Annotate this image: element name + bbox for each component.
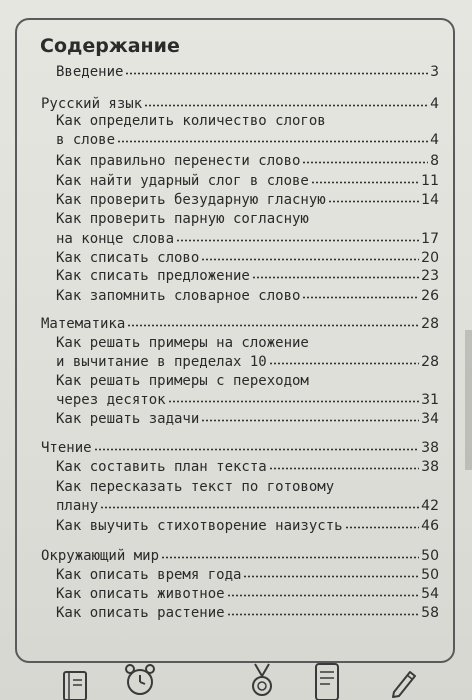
- toc-page-number: 38: [421, 459, 439, 475]
- dot-leader: [176, 239, 419, 242]
- toc-entry-title: Как запомнить словарное слово: [56, 288, 301, 304]
- toc-entry-title[interactable]: Как решать примеры на сложение: [56, 335, 309, 351]
- toc-entry[interactable]: [0, 518, 472, 534]
- toc-page-number: 50: [421, 567, 439, 583]
- dot-leader: [125, 72, 428, 75]
- toc-page-number: 42: [421, 498, 439, 514]
- toc-section-title: Чтение: [41, 440, 92, 456]
- toc-entry[interactable]: [0, 250, 472, 266]
- dot-leader: [302, 296, 419, 299]
- toc-entry[interactable]: [0, 153, 472, 169]
- toc-entry-title[interactable]: Как пересказать текст по готовому: [56, 479, 335, 495]
- toc-entry-title-cont: и вычитание в пределах 10: [56, 354, 267, 370]
- toc-entry-title: Введение: [56, 64, 124, 80]
- toc-page-number: 38: [421, 440, 439, 456]
- toc-section-title: Математика: [41, 316, 126, 332]
- toc-entry-title: Как выучить стихотворение наизусть: [56, 518, 343, 534]
- toc-section-title: Окружающий мир: [41, 548, 160, 564]
- dot-leader: [100, 506, 419, 509]
- dot-leader: [328, 200, 419, 203]
- toc-page-number: 50: [421, 548, 439, 564]
- dot-leader: [144, 104, 428, 107]
- toc-page-number: 28: [421, 316, 439, 332]
- dot-leader: [345, 526, 420, 529]
- toc-entry-title: Как описать животное: [56, 586, 225, 602]
- dot-leader: [94, 448, 420, 451]
- alarm-clock-icon: [120, 660, 160, 700]
- toc-entry-title: Как правильно перенести слово: [56, 153, 301, 169]
- toc-entry[interactable]: [0, 498, 472, 514]
- toc-entry-title-cont: в слове: [56, 132, 116, 148]
- toc-page-number: 31: [421, 392, 439, 408]
- page-title: Содержание: [40, 35, 180, 57]
- toc-entry-title[interactable]: Как решать примеры с переходом: [56, 373, 309, 389]
- dot-leader: [311, 181, 419, 184]
- toc-page-number: 26: [421, 288, 439, 304]
- toc-entry[interactable]: [0, 411, 472, 427]
- dot-leader: [302, 161, 428, 164]
- dot-leader: [252, 276, 419, 279]
- toc-entry-title-cont: на конце слова: [56, 231, 175, 247]
- toc-page-number: 58: [421, 605, 439, 621]
- toc-page-number: 34: [421, 411, 439, 427]
- toc-entry[interactable]: [0, 459, 472, 475]
- toc-section-math[interactable]: [0, 316, 472, 332]
- toc-page-number: 3: [430, 64, 439, 80]
- toc-entry-intro[interactable]: [0, 64, 472, 80]
- pencil-icon: [388, 666, 420, 698]
- notebook-icon: [60, 668, 94, 700]
- toc-page-number: 11: [421, 173, 439, 189]
- dot-leader: [168, 400, 420, 403]
- toc-page-number: 8: [430, 153, 439, 169]
- toc-entry[interactable]: [0, 586, 472, 602]
- dot-leader: [227, 594, 420, 597]
- toc-entry-title-cont: плану: [56, 498, 99, 514]
- toc-page-number: 14: [421, 192, 439, 208]
- dot-leader: [227, 613, 420, 616]
- toc-entry[interactable]: [0, 392, 472, 408]
- toc-section-russian[interactable]: [0, 96, 472, 112]
- toc-entry-title: Как найти ударный слог в слове: [56, 173, 309, 189]
- toc-page-number: 28: [421, 354, 439, 370]
- toc-entry-title-cont: через десяток: [56, 392, 166, 408]
- dot-leader: [243, 575, 419, 578]
- toc-entry-title[interactable]: Как определить количество слогов: [56, 113, 326, 129]
- toc-entry-title: Как списать слово: [56, 250, 200, 266]
- toc-section-title: Русский язык: [41, 96, 143, 112]
- toc-entry-title: Как составить план текста: [56, 459, 267, 475]
- toc-page-number: 20: [421, 250, 439, 266]
- medal-icon: [245, 662, 279, 700]
- toc-page-number: 17: [421, 231, 439, 247]
- toc-entry[interactable]: [0, 231, 472, 247]
- dot-leader: [201, 258, 419, 261]
- toc-page-number: 4: [430, 96, 439, 112]
- toc-entry-title: Как проверить безударную гласную: [56, 192, 326, 208]
- toc-entry-title: Как описать растение: [56, 605, 225, 621]
- smartphone-icon: [310, 662, 344, 700]
- toc-page-number: 54: [421, 586, 439, 602]
- toc-entry-title: Как решать задачи: [56, 411, 200, 427]
- toc-entry[interactable]: [0, 268, 472, 284]
- toc-entry[interactable]: [0, 354, 472, 370]
- toc-entry-title: Как списать предложение: [56, 268, 250, 284]
- toc-entry[interactable]: [0, 192, 472, 208]
- dot-leader: [117, 140, 428, 143]
- toc-section-reading[interactable]: [0, 440, 472, 456]
- toc-entry-title[interactable]: Как проверить парную согласную: [56, 211, 309, 227]
- dot-leader: [269, 467, 419, 470]
- toc-page-number: 23: [421, 268, 439, 284]
- dot-leader: [269, 362, 419, 365]
- toc-entry[interactable]: [0, 132, 472, 148]
- dot-leader: [201, 419, 419, 422]
- toc-entry-title: Как описать время года: [56, 567, 242, 583]
- toc-page-number: 46: [421, 518, 439, 534]
- toc-entry[interactable]: [0, 605, 472, 621]
- dot-leader: [161, 556, 419, 559]
- toc-entry[interactable]: [0, 173, 472, 189]
- decorative-icons: [0, 660, 472, 700]
- toc-section-world[interactable]: [0, 548, 472, 564]
- dot-leader: [127, 324, 419, 327]
- toc-page-number: 4: [430, 132, 439, 148]
- toc-entry[interactable]: [0, 567, 472, 583]
- toc-entry[interactable]: [0, 288, 472, 304]
